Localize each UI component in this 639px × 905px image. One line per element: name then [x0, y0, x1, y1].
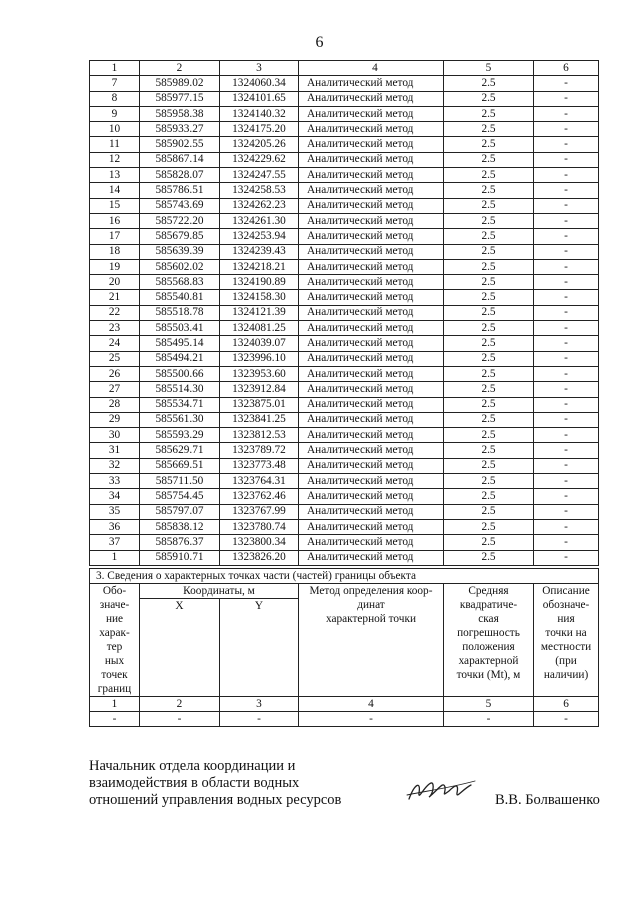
table-cell: 6	[534, 61, 599, 76]
table-cell: Аналитический метод	[299, 366, 444, 381]
table-cell: Аналитический метод	[299, 76, 444, 91]
table-cell: 24	[90, 336, 140, 351]
table-cell: 2.5	[444, 489, 534, 504]
table-cell: 1323875.01	[220, 397, 299, 412]
table-cell: -	[534, 305, 599, 320]
table-row	[90, 183, 599, 198]
table-cell: 1324039.07	[220, 336, 299, 351]
table-cell: 2.5	[444, 91, 534, 106]
y-header: Y	[220, 599, 299, 697]
table-cell: -	[534, 91, 599, 106]
table-cell: 2.5	[444, 351, 534, 366]
table-cell: Аналитический метод	[299, 259, 444, 274]
table-cell: 1323841.25	[220, 412, 299, 427]
table-cell: 5	[444, 61, 534, 76]
table-cell: 1324060.34	[220, 76, 299, 91]
table-cell: 1	[90, 550, 140, 565]
boundary-part-points-table	[89, 568, 599, 727]
table-cell: 8	[90, 91, 140, 106]
table-cell: 13	[90, 168, 140, 183]
table-cell: 2.5	[444, 504, 534, 519]
table-cell: -	[534, 198, 599, 213]
table-cell: 585500.66	[140, 366, 220, 381]
table-cell: -	[534, 229, 599, 244]
table-cell: 30	[90, 428, 140, 443]
description-header: Описание обозначе- ния точки на местности (при наличии)	[534, 584, 599, 697]
table-cell: Аналитический метод	[299, 474, 444, 489]
table-cell: 1	[90, 697, 140, 712]
table-cell: -	[534, 244, 599, 259]
table-row	[90, 137, 599, 152]
table-cell: 585540.81	[140, 290, 220, 305]
table-cell: 585639.39	[140, 244, 220, 259]
table-cell: 2	[140, 61, 220, 76]
table-cell: -	[534, 106, 599, 121]
table-cell: 585958.38	[140, 106, 220, 121]
table-cell: 16	[90, 213, 140, 228]
table-cell: 2.5	[444, 137, 534, 152]
table-row	[90, 259, 599, 274]
table-cell: 1324101.65	[220, 91, 299, 106]
table-row	[90, 198, 599, 213]
table-cell: Аналитический метод	[299, 504, 444, 519]
table-cell: 17	[90, 229, 140, 244]
table-cell: 1	[90, 61, 140, 76]
table-cell: 2.5	[444, 428, 534, 443]
table-cell: 28	[90, 397, 140, 412]
table-cell: -	[534, 535, 599, 550]
table-cell: Аналитический метод	[299, 244, 444, 259]
table-cell: 1324229.62	[220, 152, 299, 167]
table-cell: -	[534, 412, 599, 427]
table-cell: 2.5	[444, 290, 534, 305]
table-cell: 585743.69	[140, 198, 220, 213]
table-cell: 585568.83	[140, 275, 220, 290]
table-cell: 2.5	[444, 474, 534, 489]
point-designation-header: Обо- значе- ние харак- тер ных точек границ	[90, 584, 140, 697]
table-cell: -	[220, 712, 299, 727]
table-cell: 25	[90, 351, 140, 366]
table-cell: 34	[90, 489, 140, 504]
table-cell: 1323789.72	[220, 443, 299, 458]
table-cell: 585977.15	[140, 91, 220, 106]
table-cell: 2.5	[444, 443, 534, 458]
table-cell: 2.5	[444, 244, 534, 259]
table-cell: 1324190.89	[220, 275, 299, 290]
table-cell: 1323812.53	[220, 428, 299, 443]
table-cell: -	[534, 489, 599, 504]
table-cell: 585495.14	[140, 336, 220, 351]
table-cell: 585838.12	[140, 519, 220, 534]
table-cell: -	[534, 213, 599, 228]
table-cell: -	[534, 321, 599, 336]
table-cell: Аналитический метод	[299, 321, 444, 336]
table-cell: Аналитический метод	[299, 351, 444, 366]
table-cell: -	[534, 290, 599, 305]
table-cell: -	[534, 397, 599, 412]
table-cell: 2.5	[444, 213, 534, 228]
table-cell: Аналитический метод	[299, 443, 444, 458]
table-cell: Аналитический метод	[299, 137, 444, 152]
table-row	[90, 504, 599, 519]
table-cell: 1323800.34	[220, 535, 299, 550]
table-cell: 1324239.43	[220, 244, 299, 259]
table-cell: 2.5	[444, 305, 534, 320]
table-cell: -	[534, 168, 599, 183]
table-cell: 7	[90, 76, 140, 91]
table-cell: -	[534, 366, 599, 381]
table-cell: 1323767.99	[220, 504, 299, 519]
table-cell: -	[534, 122, 599, 137]
table-row	[90, 168, 599, 183]
signatory-position-line: взаимодействия в области водных	[89, 775, 300, 791]
table-cell: Аналитический метод	[299, 458, 444, 473]
table-cell: 36	[90, 519, 140, 534]
section3-number-row	[90, 697, 599, 712]
table-cell: 14	[90, 183, 140, 198]
signatory-position-line: отношений управления водных ресурсов	[89, 792, 342, 808]
table-cell: 2.5	[444, 336, 534, 351]
table-cell: 1324258.53	[220, 183, 299, 198]
table-cell: 9	[90, 106, 140, 121]
coordinates-header: Координаты, м	[140, 584, 299, 599]
table-cell: -	[534, 76, 599, 91]
table-cell: 1323780.74	[220, 519, 299, 534]
table-cell: 19	[90, 259, 140, 274]
table-cell: 1324261.30	[220, 213, 299, 228]
table-cell: 1323764.31	[220, 474, 299, 489]
table-cell: -	[534, 458, 599, 473]
table-cell: Аналитический метод	[299, 519, 444, 534]
table-cell: 585933.27	[140, 122, 220, 137]
table-cell: 22	[90, 305, 140, 320]
table-row	[90, 122, 599, 137]
table-cell: Аналитический метод	[299, 168, 444, 183]
table-cell: 585786.51	[140, 183, 220, 198]
table-cell: 1324262.23	[220, 198, 299, 213]
table-cell: 1323762.46	[220, 489, 299, 504]
table-cell: 2.5	[444, 122, 534, 137]
table-cell: 12	[90, 152, 140, 167]
table-cell: -	[444, 712, 534, 727]
table-cell: -	[534, 183, 599, 198]
table-row	[90, 76, 599, 91]
table-cell: 2.5	[444, 458, 534, 473]
table-cell: Аналитический метод	[299, 229, 444, 244]
table-cell: Аналитический метод	[299, 198, 444, 213]
table-cell: 23	[90, 321, 140, 336]
table-cell: 585534.71	[140, 397, 220, 412]
signer-name: В.В. Болвашенко	[495, 792, 600, 808]
table-cell: 2.5	[444, 366, 534, 381]
method-header: Метод определения коор- динат характерной точки	[299, 584, 444, 697]
table-cell: Аналитический метод	[299, 550, 444, 565]
table-cell: 20	[90, 275, 140, 290]
table-cell: 585722.20	[140, 213, 220, 228]
table-cell: 585669.51	[140, 458, 220, 473]
table-cell: -	[534, 550, 599, 565]
table-cell: -	[534, 504, 599, 519]
table-cell: 4	[299, 697, 444, 712]
table-cell: Аналитический метод	[299, 336, 444, 351]
table-cell: 10	[90, 122, 140, 137]
table-row	[90, 412, 599, 427]
table-cell: 1323996.10	[220, 351, 299, 366]
x-header: X	[140, 599, 220, 697]
table-cell: -	[534, 259, 599, 274]
table-cell: 2.5	[444, 550, 534, 565]
table-cell: 2.5	[444, 412, 534, 427]
table-cell: 1323953.60	[220, 366, 299, 381]
table-cell: 1323773.48	[220, 458, 299, 473]
table-cell: 585797.07	[140, 504, 220, 519]
table-cell: 585711.50	[140, 474, 220, 489]
table-cell: 585828.07	[140, 168, 220, 183]
table-row	[90, 428, 599, 443]
table-cell: 1324253.94	[220, 229, 299, 244]
table-cell: 2.5	[444, 321, 534, 336]
table-cell: 2.5	[444, 397, 534, 412]
table-cell: 2.5	[444, 259, 534, 274]
table-cell: 2	[140, 697, 220, 712]
table-row	[90, 519, 599, 534]
table-cell: 37	[90, 535, 140, 550]
table-row	[90, 336, 599, 351]
table-cell: -	[534, 351, 599, 366]
table-cell: 585754.45	[140, 489, 220, 504]
table-cell: 2.5	[444, 519, 534, 534]
table-cell: -	[534, 474, 599, 489]
accuracy-header: Средняя квадратиче- ская погрешность положения характерной точки (Mt), м	[444, 584, 534, 697]
table-cell: 32	[90, 458, 140, 473]
table-cell: 1323912.84	[220, 382, 299, 397]
table-cell: 33	[90, 474, 140, 489]
table-cell: Аналитический метод	[299, 290, 444, 305]
table-cell: -	[534, 336, 599, 351]
section3-title: 3. Сведения о характерных точках части (частей) границы объекта	[90, 569, 599, 584]
table-cell: Аналитический метод	[299, 152, 444, 167]
table-row	[90, 152, 599, 167]
table-row	[90, 351, 599, 366]
table-cell: 585902.55	[140, 137, 220, 152]
table-cell: 2.5	[444, 275, 534, 290]
table-row	[90, 229, 599, 244]
table-cell: 4	[299, 61, 444, 76]
table-cell: 585593.29	[140, 428, 220, 443]
table-cell: 1323826.20	[220, 550, 299, 565]
table-cell: 6	[534, 697, 599, 712]
table-row	[90, 305, 599, 320]
table-row	[90, 458, 599, 473]
table-cell: 585503.41	[140, 321, 220, 336]
table-row	[90, 290, 599, 305]
table-cell: 1324218.21	[220, 259, 299, 274]
table-row	[90, 397, 599, 412]
table-cell: 18	[90, 244, 140, 259]
table-cell: 1324247.55	[220, 168, 299, 183]
table-cell: 585867.14	[140, 152, 220, 167]
table-cell: 2.5	[444, 183, 534, 198]
table-cell: -	[534, 519, 599, 534]
table-row	[90, 213, 599, 228]
table-row	[90, 489, 599, 504]
table-cell: 5	[444, 697, 534, 712]
table-cell: -	[534, 712, 599, 727]
table-cell: 3	[220, 61, 299, 76]
table-cell: -	[90, 712, 140, 727]
table-cell: 1324205.26	[220, 137, 299, 152]
table-row	[90, 91, 599, 106]
table-cell: 21	[90, 290, 140, 305]
table-cell: Аналитический метод	[299, 305, 444, 320]
table-cell: 585494.21	[140, 351, 220, 366]
table-cell: -	[140, 712, 220, 727]
table-cell: 31	[90, 443, 140, 458]
table-cell: Аналитический метод	[299, 412, 444, 427]
table-cell: Аналитический метод	[299, 122, 444, 137]
table-cell: 35	[90, 504, 140, 519]
table-cell: 585518.78	[140, 305, 220, 320]
table-cell: 1324121.39	[220, 305, 299, 320]
table-cell: 2.5	[444, 152, 534, 167]
table-header-row	[90, 61, 599, 76]
table-cell: 27	[90, 382, 140, 397]
table-cell: 1324140.32	[220, 106, 299, 121]
table-row	[90, 321, 599, 336]
section3-dash-row	[90, 712, 599, 727]
table-cell: -	[534, 443, 599, 458]
table-cell: 585679.85	[140, 229, 220, 244]
table-cell: 3	[220, 697, 299, 712]
table-cell: 1324081.25	[220, 321, 299, 336]
table-row	[90, 382, 599, 397]
table-cell: 11	[90, 137, 140, 152]
table-row	[90, 366, 599, 381]
table-row	[90, 474, 599, 489]
table-row	[90, 535, 599, 550]
signatory-block	[89, 758, 341, 809]
table-cell: 29	[90, 412, 140, 427]
table-cell: -	[299, 712, 444, 727]
table-cell: 2.5	[444, 382, 534, 397]
table-cell: 585876.37	[140, 535, 220, 550]
table-cell: Аналитический метод	[299, 106, 444, 121]
table-cell: Аналитический метод	[299, 91, 444, 106]
table-cell: Аналитический метод	[299, 397, 444, 412]
table-row	[90, 550, 599, 565]
table-cell: 2.5	[444, 168, 534, 183]
table-cell: 2.5	[444, 229, 534, 244]
table-cell: Аналитический метод	[299, 382, 444, 397]
table-cell: Аналитический метод	[299, 183, 444, 198]
table-cell: 585989.02	[140, 76, 220, 91]
table-row	[90, 275, 599, 290]
table-row	[90, 443, 599, 458]
signatory-position-line: Начальник отдела координации и	[89, 758, 296, 774]
table-cell: -	[534, 152, 599, 167]
table-cell: 585629.71	[140, 443, 220, 458]
table-cell: Аналитический метод	[299, 275, 444, 290]
table-cell: -	[534, 275, 599, 290]
table-cell: 2.5	[444, 106, 534, 121]
coordinates-table	[89, 60, 599, 566]
table-cell: 1324175.20	[220, 122, 299, 137]
table-row	[90, 244, 599, 259]
table-cell: -	[534, 382, 599, 397]
table-cell: -	[534, 428, 599, 443]
table-cell: 2.5	[444, 76, 534, 91]
table-cell: 1324158.30	[220, 290, 299, 305]
table-cell: Аналитический метод	[299, 213, 444, 228]
table-row	[90, 106, 599, 121]
table-cell: Аналитический метод	[299, 535, 444, 550]
handwritten-signature	[405, 775, 477, 807]
table-cell: 26	[90, 366, 140, 381]
table-cell: 2.5	[444, 535, 534, 550]
table-cell: 585602.02	[140, 259, 220, 274]
table-cell: 585910.71	[140, 550, 220, 565]
table-cell: 15	[90, 198, 140, 213]
table-cell: 2.5	[444, 198, 534, 213]
table-cell: 585514.30	[140, 382, 220, 397]
table-cell: -	[534, 137, 599, 152]
table-cell: 585561.30	[140, 412, 220, 427]
page-number: 6	[315, 34, 324, 51]
table-cell: Аналитический метод	[299, 489, 444, 504]
table-cell: Аналитический метод	[299, 428, 444, 443]
